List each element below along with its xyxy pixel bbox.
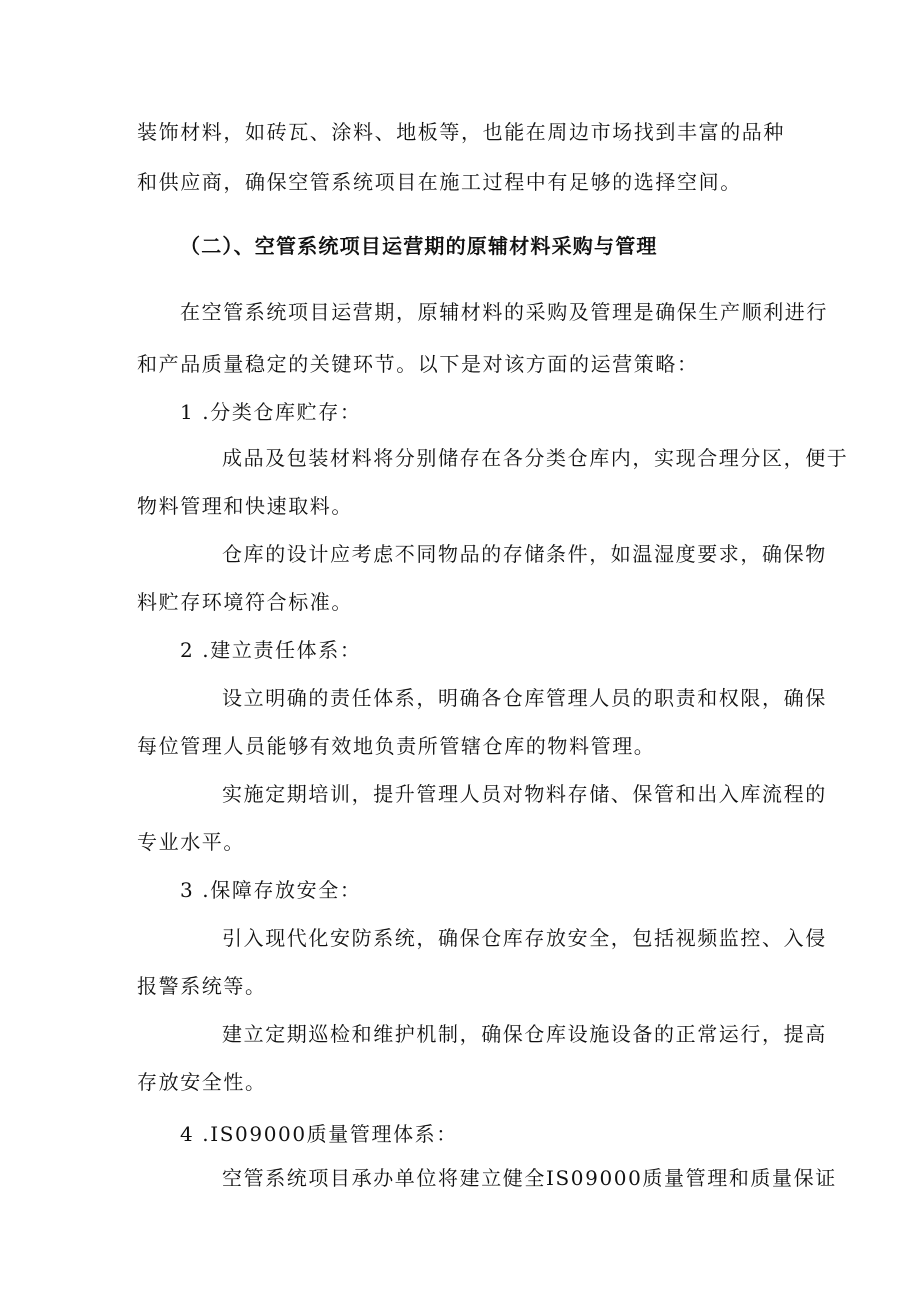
item-1-para-2-line-1: 仓库的设计应考虑不同物品的存储条件，如温湿度要求，确保物: [222, 542, 827, 566]
item-1-para-1-line-2: 物料管理和快速取料。: [137, 494, 353, 518]
item-3-title: 3 .保障存放安全：: [180, 878, 362, 902]
item-1-para-2-line-2: 料贮存环境符合标准。: [137, 590, 353, 614]
item-3-para-2-line-2: 存放安全性。: [137, 1070, 267, 1094]
item-4-title: 4 .IS09000质量管理体系：: [180, 1122, 458, 1146]
item-1-title: 1 .分类仓库贮存：: [180, 400, 362, 424]
item-2-para-1-line-2: 每位管理人员能够有效地负责所管辖仓库的物料管理。: [137, 734, 656, 758]
item-1-para-1-line-1: 成品及包装材料将分别储存在各分类仓库内，实现合理分区，便于: [222, 446, 849, 470]
item-4-para-1-line-1: 空管系统项目承办单位将建立健全IS09000质量管理和质量保证: [222, 1166, 837, 1190]
section-heading: （二）、空管系统项目运营期的原辅材料采购与管理: [180, 234, 658, 258]
item-3-para-1-line-2: 报警系统等。: [137, 974, 267, 998]
item-2-para-2-line-2: 专业水平。: [137, 830, 245, 854]
item-3-para-2-line-1: 建立定期巡检和维护机制，确保仓库设施设备的正常运行，提高: [222, 1022, 827, 1046]
item-2-title: 2 .建立责任体系：: [180, 638, 362, 662]
item-3-para-1-line-1: 引入现代化安防系统，确保仓库存放安全，包括视频监控、入侵: [222, 926, 827, 950]
intro-line-1: 装饰材料，如砖瓦、涂料、地板等，也能在周边市场找到丰富的品种: [137, 120, 785, 144]
item-2-para-2-line-1: 实施定期培训，提升管理人员对物料存储、保管和出入库流程的: [222, 782, 827, 806]
overview-line-1: 在空管系统项目运营期，原辅材料的采购及管理是确保生产顺利进行: [180, 300, 828, 324]
overview-line-2: 和产品质量稳定的关键环节。以下是对该方面的运营策略：: [137, 352, 699, 376]
item-2-para-1-line-1: 设立明确的责任体系，明确各仓库管理人员的职责和权限，确保: [222, 686, 827, 710]
intro-line-2: 和供应商，确保空管系统项目在施工过程中有足够的选择空间。: [137, 170, 742, 194]
